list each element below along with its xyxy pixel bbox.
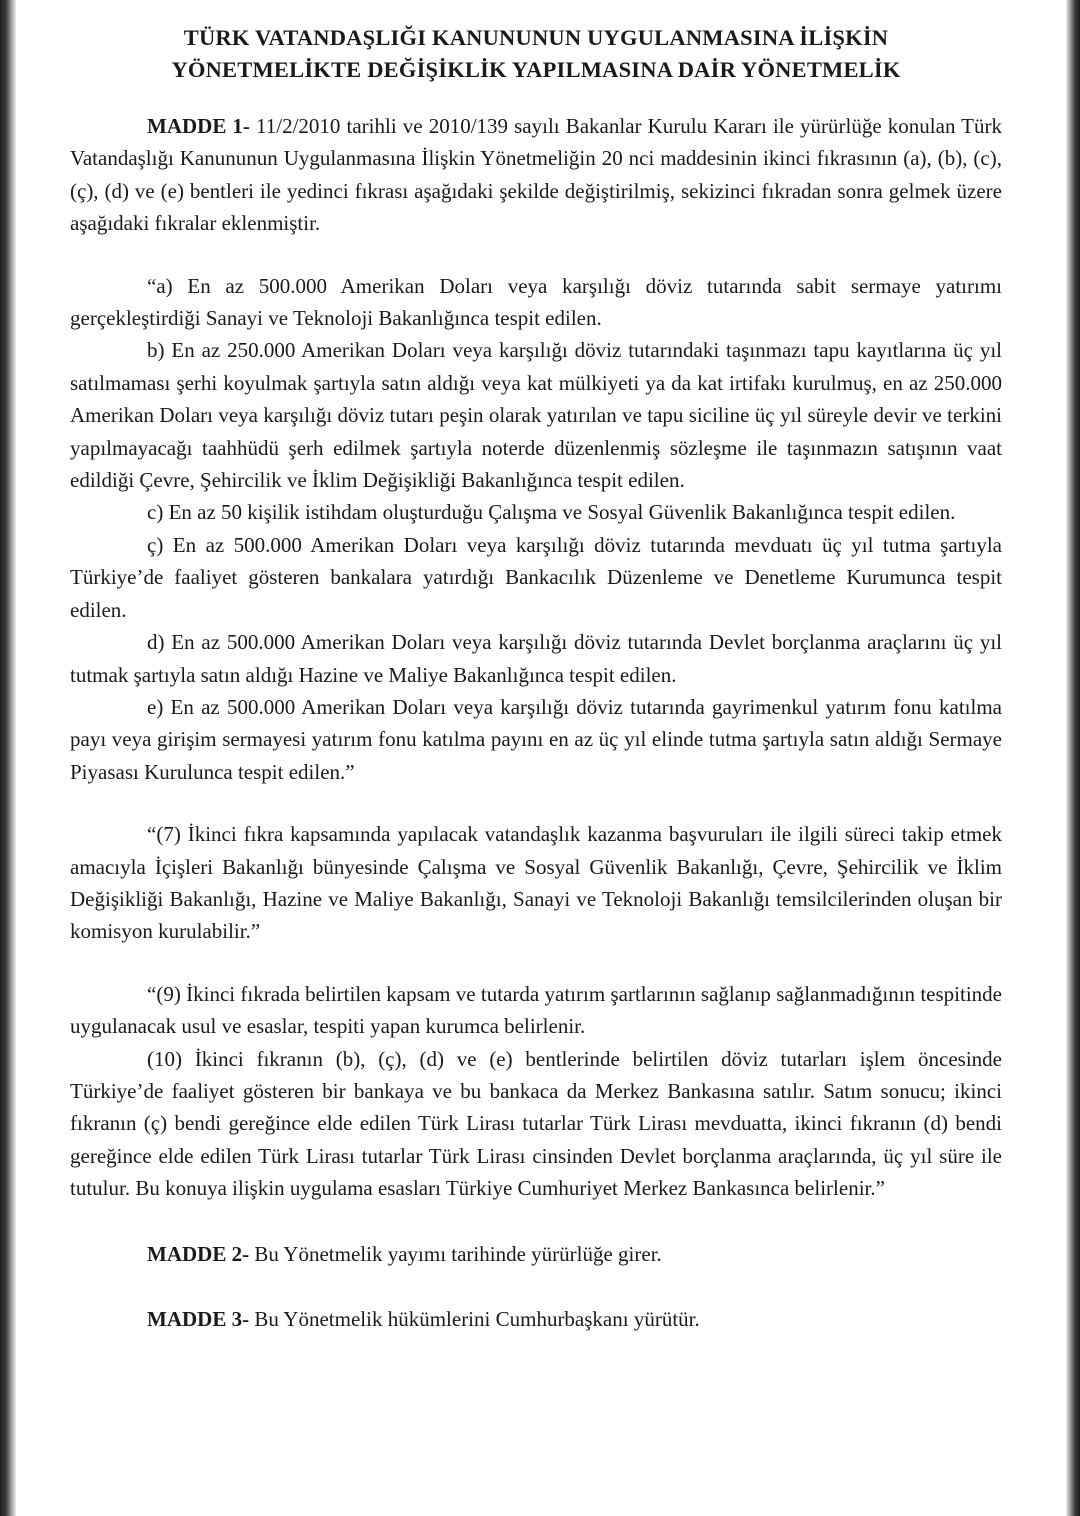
clause-b: b) En az 250.000 Amerikan Doları veya karşılığı döviz tutarındaki taşınmazı tapu kayıtlarına üç yıl satılmaması şerhi koyulmak şartıyla satın aldığı veya kat mülkiyeti ya da kat irtifakı kurulmuş, en az 250.000 Amerikan Doları veya karşılığı döviz tutarı peşin olarak yatırılan ve tapu siciline üç yıl süreyle devir ve terkini yapılmayacağı taahhüdü şerh edilmek şartıyla noterde düzenlenmiş sözleşme ile taşınmazın satışının vaat edildiği Çevre, Şehircilik ve İklim Değişikliği Bakanlığınca tespit edilen. [70,338,1002,493]
title-line-1: TÜRK VATANDAŞLIĞI KANUNUNUN UYGULANMASINA İLİŞKİN [183,25,889,50]
clause-d: d) En az 500.000 Amerikan Doları veya karşılığı döviz tutarında Devlet borçlanma araçlarını üç yıl tutmak şartıyla satın aldığı Hazine ve Maliye Bakanlığınca tespit edilen. [70,630,1002,687]
article-2-label: MADDE 2- [147,1241,250,1266]
paragraph-9: “(9) İkinci fıkrada belirtilen kapsam ve tutarda yatırım şartlarının sağlanıp sağlanmadığının tespitinde uygulanacak usul ve esaslar, tespiti yapan kurumca belirlenir. [70,981,1002,1039]
article-3-text: Bu Yönetmelik hükümlerini Cumhurbaşkanı yürütür. [249,1307,700,1331]
clause-a: “a) En az 500.000 Amerikan Doları veya karşılığı döviz tutarında sabit sermaye yatırımı gerçekleştirdiği Sanayi ve Teknoloji Bakanlığınca tespit edilen. [70,273,1002,331]
clause-c: c) En az 50 kişilik istihdam oluşturduğu Çalışma ve Sosyal Güvenlik Bakanlığınca tespit edilen. [147,500,956,525]
article-2 [70,1238,1002,1270]
page-left-edge-shadow [0,0,16,1516]
article-1-label: MADDE 1- [147,114,250,138]
paragraph-10: (10) İkinci fıkranın (b), (ç), (d) ve (e) bentlerinde belirtilen döviz tutarları işlem öncesinde Türkiye’de faaliyet gösteren bir bankaya ve bu bankaca da Merkez Bankasına satılır. Satım sonucu; ikinci fıkranın (ç) bendi gereğince elde edilen Türk Lirası tutarlar Türk Lirası mevduatta, ikinci fıkranın (d) bendi gereğince elde edilen Türk Lirası tutarlar Türk Lirası cinsinden Devlet borçlanma araçlarında, üç yıl süre ile tutulur. Bu konuya ilişkin uygulama esasları Türkiye Cumhuriyet Merkez Bankasınca belirlenir.” [70,1046,1002,1201]
document-title [70,22,1002,86]
article-3-label: MADDE 3- [147,1307,250,1331]
article-3 [70,1303,1002,1335]
title-line-2: YÖNETMELİKTE DEĞİŞİKLİK YAPILMASINA DAİR YÖNETMELİK [171,57,901,82]
article-2-text: Bu Yönetmelik yayımı tarihinde yürürlüğe girer. [249,1241,662,1266]
article-1 [70,110,1002,240]
clause-e: e) En az 500.000 Amerikan Doları veya karşılığı döviz tutarında gayrimenkul yatırım fonu katılma payı veya girişim sermayesi yatırım fonu katılma payını en az üç yıl elinde tutma şartıyla satın aldığı Sermaye Piyasası Kurulunca tespit edilen.” [70,694,1002,784]
paragraph-7: “(7) İkinci fıkra kapsamında yapılacak vatandaşlık kazanma başvuruları ile ilgili süreci takip etmek amacıyla İçişleri Bakanlığı bünyesinde Çalışma ve Sosyal Güvenlik Bakanlığı, Çevre, Şehircilik ve İklim Değişikliği Bakanlığı, Hazine ve Maliye Bakanlığı, Sanayi ve Teknoloji Bakanlığı temsilcilerinden oluşan bir komisyon kurulabilir.” [70,822,1002,944]
page-right-edge-shadow [1066,0,1080,1516]
document-page [70,22,1002,1335]
article-1-text: 11/2/2010 tarihli ve 2010/139 sayılı Bakanlar Kurulu Kararı ile yürürlüğe konulan Türk Vatandaşlığı Kanununun Uygulanmasına İlişkin Yönetmeliğin 20 nci maddesinin ikinci fıkrasının (a), (b), (c), (ç), (d) ve (e) bentleri ile yedinci fıkrası aşağıdaki şekilde değiştirilmiş, sekizinci fıkradan sonra gelmek üzere aşağıdaki fıkralar eklenmiştir. [70,114,1002,236]
clause-cc: ç) En az 500.000 Amerikan Doları veya karşılığı döviz tutarında mevduatı üç yıl tutma şartıyla Türkiye’de faaliyet gösteren bankalara yatırdığı Bankacılık Düzenleme ve Denetleme Kurumunca tespit edilen. [70,532,1002,622]
